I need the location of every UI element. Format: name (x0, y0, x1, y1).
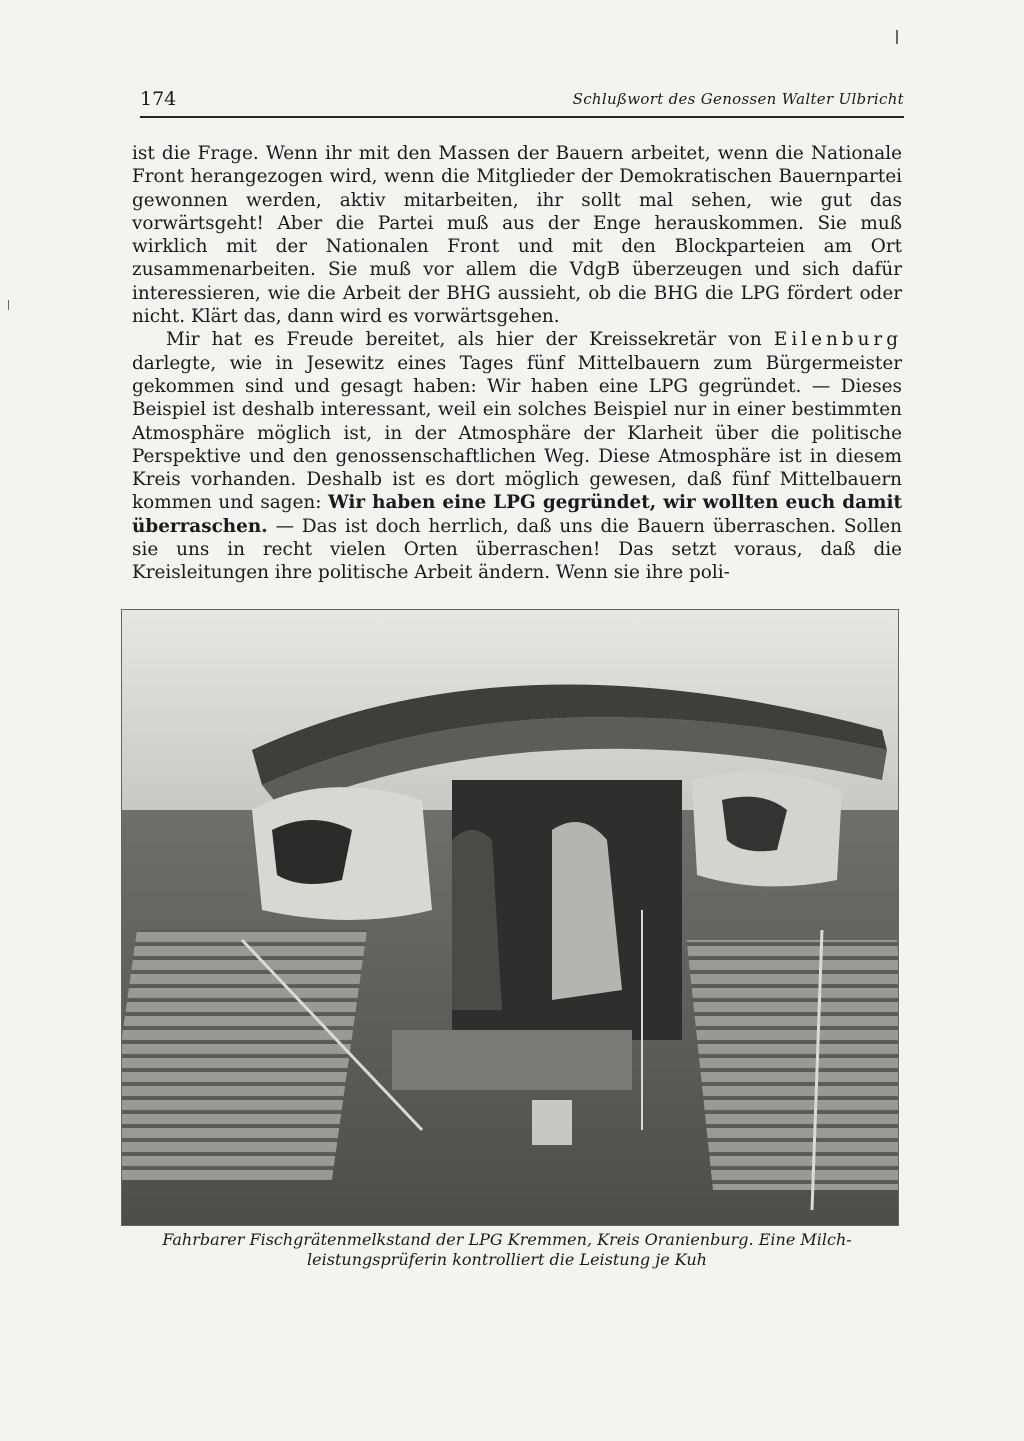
body-text (132, 142, 902, 585)
page-number: 174 (140, 88, 177, 110)
scan-mark (896, 30, 898, 44)
platform-grate (392, 1030, 632, 1090)
page-header (140, 88, 904, 118)
paragraph-2 (132, 328, 902, 584)
photo-illustration (122, 610, 898, 1225)
stairs-left (122, 930, 367, 1180)
cow-left-patch (272, 820, 352, 884)
paragraph-2-part-b: darlegte, wie in Jesewitz eines Tages fünf Mittelbauern zum Bürgermeister gekommen sind und gesagt haben: Wir haben eine LPG gegründet. — Dieses Beispiel ist deshalb interessant, weil ein solches Beispiel nur in einer bestimmten Atmosphäre möglich ist, in der Atmosphäre der Klarheit über die politische Perspektive und den genossenschaftlichen Weg. Diese Atmosphäre ist in diesem Kreis vorhanden. Deshalb ist es dort möglich gewesen, daß fünf Mittelbauern kommen und sagen: (132, 352, 902, 514)
caption-line-1: Fahrbarer Fischgrätenmelkstand der LPG Kremmen, Kreis Oranienburg. Eine Milch- (162, 1230, 852, 1249)
photo-caption (112, 1230, 902, 1270)
place-name-emphasis: Eilenburg (773, 329, 902, 351)
bold-quote: Wir haben eine LPG gegründet, wir wollten euch damit überraschen. (132, 492, 902, 537)
milk-bucket (532, 1100, 572, 1145)
paragraph-2-part-a: Mir hat es Freude bereitet, als hier der Kreissekretär von (166, 329, 762, 351)
stairs-right (687, 940, 898, 1190)
paragraph-2-part-c: — Das ist doch herrlich, daß uns die Bauern überraschen. Sollen sie uns in recht vielen Orten überraschen! Das setzt voraus, daß die Kreisleitungen ihre politische Arbeit ändern. Wenn sie ihre poli- (132, 515, 902, 584)
milking-stand-photo (121, 609, 899, 1226)
caption-line-2: leistungsprüferin kontrolliert die Leistung je Kuh (307, 1250, 707, 1269)
cow-right-patch (722, 797, 787, 852)
running-title: Schlußwort des Genossen Walter Ulbricht (572, 90, 904, 108)
scan-mark (8, 300, 9, 310)
paragraph-1: ist die Frage. Wenn ihr mit den Massen der Bauern arbeitet, wenn die Nationale Front herangezogen wird, wenn die Mitglieder der Demokratischen Bauernpartei gewonnen werden, aktiv mitarbeiten, ihr sollt mal sehen, wie gut das vorwärtsgeht! Aber die Partei muß aus der Enge herauskommen. Sie muß wirklich mit der Nationalen Front und mit den Blockparteien am Ort zusammenarbeiten. Sie muß vor allem die VdgB überzeugen und sich dafür interessieren, wie die Arbeit der BHG aussieht, ob die BHG die LPG fördert oder nicht. Klärt das, dann wird es vorwärtsgehen. (132, 143, 902, 328)
